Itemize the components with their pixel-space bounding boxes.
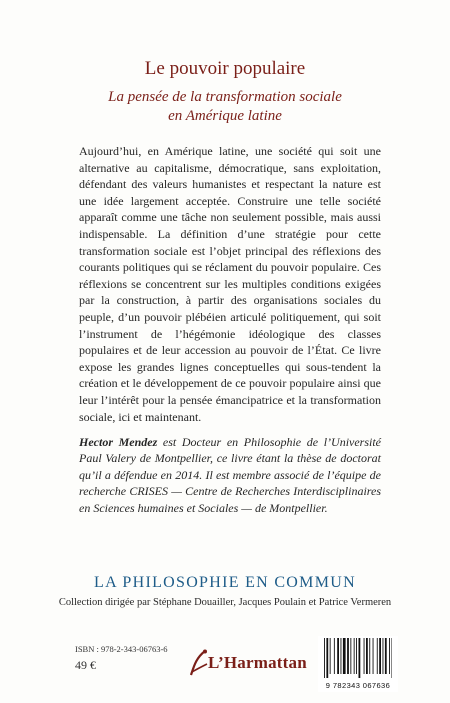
book-summary: Aujourd’hui, en Amérique latine, une société qui soit une alternative au capitalisme, démocratique, sans exploitation, défendant des valeurs humanistes et respectant la nature est une idée largement acceptée. Construire une telle société apparaît comme une tâche non seulement possible, mais aussi indispensable. La définition d’une stratégie pour cette transformation sociale est l’objet principal des réflexions des courants politiques qui se réclament du pouvoir populaire. Ces réflexions se concentrent sur les multiples conditions exigées par la construction, à partir des organisations sociales du peuple, d’un pouvoir plébéien articulé politiquement, qui soit l’instrument de l’hégémonie idéologique des classes populaires et de leur accession au pouvoir de l’État. Ce livre expose les grandes lignes conceptuelles qui sous-tendent la création et le développement de ce pouvoir populaire ainsi que leur l’intérêt pour la pensée émancipatrice et la transformation sociale, ici et maintenant. (79, 144, 381, 424)
barcode-bars (324, 638, 392, 678)
author-name: Hector Mendez (79, 435, 158, 449)
barcode-digits: 9 782343 067636 (325, 681, 391, 690)
book-subtitle (60, 88, 390, 126)
subtitle-line-2: en Amérique latine (168, 108, 282, 124)
author-bio-text: est Docteur en Philosophie de l’Université Paul Valery de Montpellier, ce livre étant la thèse de doctorat qu’il a défendue en 2014. Il est membre associé de l’équipe de recherche CRISES — Centre de Recherches Interdisciplinaires en Sciences humaines et Sociales — de Montpellier. (79, 435, 382, 515)
series-name: LA PHILOSOPHIE EN COMMUN (94, 574, 356, 591)
price: 49 € (75, 658, 96, 672)
subtitle-line-1: La pensée de la transformation sociale (108, 89, 342, 105)
publisher-logo (188, 648, 308, 678)
book-title: Le pouvoir populaire (144, 58, 306, 79)
publisher-name: L’Harmattan (208, 653, 307, 672)
barcode (318, 636, 398, 692)
isbn: ISBN : 978-2-343-06763-6 (75, 644, 168, 654)
series-direction: Collection dirigée par Stéphane Douailler, Jacques Poulain et Patrice Vermeren (58, 597, 392, 608)
harmattan-emblem-icon (188, 648, 210, 678)
author-bio (79, 434, 381, 516)
